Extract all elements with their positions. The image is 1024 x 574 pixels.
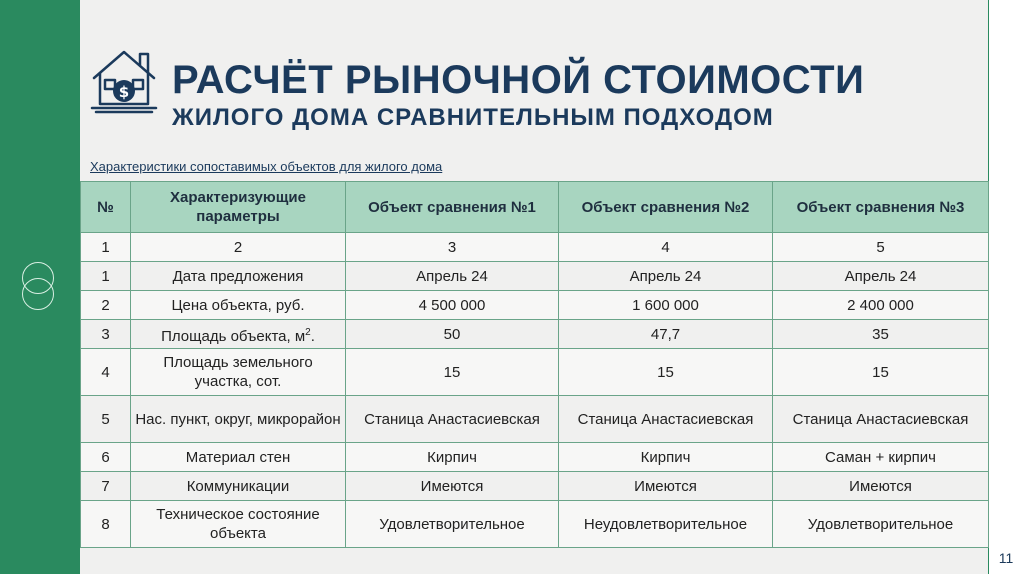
row-parameter: Цена объекта, руб. <box>131 291 346 320</box>
header-object-3: Объект сравнения №3 <box>773 182 989 233</box>
row-parameter-text: Площадь объекта, м <box>161 327 306 345</box>
superscript-2: 2 <box>305 326 311 338</box>
row-number: 2 <box>81 291 131 320</box>
page-number: 11 <box>998 550 1014 566</box>
row-parameter: Коммуникации <box>131 472 346 501</box>
row-object-2: Станица Анастасиевская <box>559 396 773 443</box>
row-parameter-suffix: . <box>310 327 315 345</box>
row-object-1: 15 <box>346 349 559 396</box>
row-object-3: Саман + кирпич <box>773 443 989 472</box>
header-parameters: Характеризующие параметры <box>131 182 346 233</box>
row-object-3: Станица Анастасиевская <box>773 396 989 443</box>
table-row <box>81 472 989 501</box>
table-header-row <box>81 182 989 233</box>
row-number: 3 <box>81 320 131 349</box>
row-parameter: Материал стен <box>131 443 346 472</box>
row-number: 8 <box>81 501 131 548</box>
row-object-3: Имеются <box>773 472 989 501</box>
table-row <box>81 291 989 320</box>
rings-icon <box>22 262 56 310</box>
header-number: № <box>81 182 131 233</box>
table-row <box>81 501 989 548</box>
row-object-3: Апрель 24 <box>773 262 989 291</box>
row-object-1: Имеются <box>346 472 559 501</box>
page-subtitle: ЖИЛОГО ДОМА СРАВНИТЕЛЬНЫМ ПОДХОДОМ <box>172 104 774 131</box>
row-object-2: 47,7 <box>559 320 773 349</box>
table-row <box>81 349 989 396</box>
svg-text:$: $ <box>118 83 130 101</box>
row-number: 4 <box>81 349 131 396</box>
table-row <box>81 443 989 472</box>
table-row <box>81 262 989 291</box>
row-object-1: Удовлетворительное <box>346 501 559 548</box>
row-object-3: 15 <box>773 349 989 396</box>
table-row <box>81 396 989 443</box>
table-caption: Характеристики сопоставимых объектов для жилого дома <box>90 159 443 174</box>
numbering-cell: 4 <box>559 233 773 262</box>
numbering-cell: 5 <box>773 233 989 262</box>
row-number: 5 <box>81 396 131 443</box>
row-object-2: Кирпич <box>559 443 773 472</box>
row-object-1: Станица Анастасиевская <box>346 396 559 443</box>
right-panel <box>989 0 1024 574</box>
row-object-1: 4 500 000 <box>346 291 559 320</box>
row-object-1: Апрель 24 <box>346 262 559 291</box>
header-object-2: Объект сравнения №2 <box>559 182 773 233</box>
row-object-2: Неудовлетворительное <box>559 501 773 548</box>
comparables-table <box>80 181 989 548</box>
row-object-2: Имеются <box>559 472 773 501</box>
row-object-3: 2 400 000 <box>773 291 989 320</box>
numbering-row <box>81 233 989 262</box>
row-object-3: 35 <box>773 320 989 349</box>
row-number: 6 <box>81 443 131 472</box>
row-object-2: 15 <box>559 349 773 396</box>
page-title: РАСЧЁТ РЫНОЧНОЙ СТОИМОСТИ <box>172 58 865 102</box>
table-row <box>81 320 989 349</box>
row-parameter: Площадь земельного участка, сот. <box>131 349 346 396</box>
left-sidebar <box>0 0 80 574</box>
house-money-icon <box>88 44 160 116</box>
header-object-1: Объект сравнения №1 <box>346 182 559 233</box>
row-object-3: Удовлетворительное <box>773 501 989 548</box>
row-parameter: Дата предложения <box>131 262 346 291</box>
numbering-cell: 3 <box>346 233 559 262</box>
row-object-2: 1 600 000 <box>559 291 773 320</box>
row-parameter: Нас. пункт, округ, микрорайон <box>131 396 346 443</box>
numbering-cell: 1 <box>81 233 131 262</box>
row-parameter <box>131 320 346 349</box>
row-parameter: Техническое состояние объекта <box>131 501 346 548</box>
row-object-2: Апрель 24 <box>559 262 773 291</box>
row-object-1: Кирпич <box>346 443 559 472</box>
row-object-1: 50 <box>346 320 559 349</box>
row-number: 1 <box>81 262 131 291</box>
row-number: 7 <box>81 472 131 501</box>
numbering-cell: 2 <box>131 233 346 262</box>
